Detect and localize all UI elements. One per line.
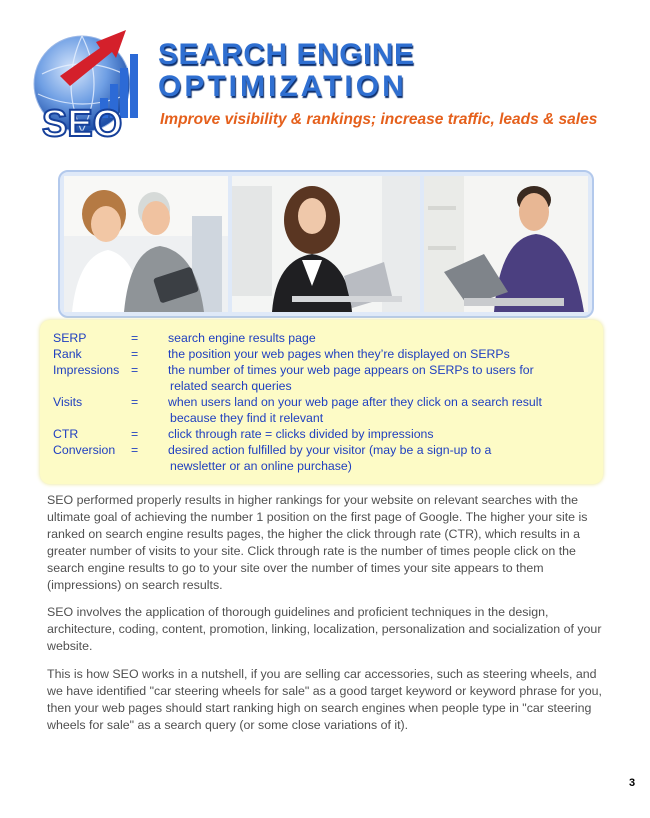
glossary-box [40,320,603,484]
seo-logo [30,14,148,154]
glossary-equals: = [131,427,139,441]
woman-with-laptop-photo [232,176,420,312]
glossary-term: CTR [53,427,79,441]
tagline: Improve visibility & rankings; increase traffic, leads & sales [160,111,598,128]
glossary-definition: click through rate = clicks divided by impressions [168,427,434,441]
photo-strip [58,170,594,318]
page-title-line1: SEARCH ENGINE [158,38,415,71]
glossary-equals: = [131,331,139,345]
page-title-line2: OPTIMIZATION [158,70,407,103]
glossary-term: Rank [53,347,82,361]
glossary-definition: desired action fulfilled by your visitor (may be a sign-up to a [168,443,492,457]
man-with-laptop-photo [424,176,588,312]
glossary-definition-cont: related search queries [170,379,292,393]
glossary-term: Visits [53,395,83,409]
body-paragraph-2: SEO involves the application of thorough guidelines and proficient techniques in the design, architecture, coding, content, promotion, linking, localization, personalization and socialization of your website. [47,605,602,653]
glossary-equals: = [131,395,139,409]
glossary-term: Conversion [53,443,116,457]
body-paragraph-3: This is how SEO works in a nutshell, if you are selling car accessories, such as steering wheels, and we have identified "car steering wheels for sale" as a good target keyword or keyword phrase for you, then your web pages should start ranking high on search engines when people type in "car steering wheels for sale" as a search query (or some close variations of it). [47,667,602,732]
glossary-term: Impressions [53,363,120,377]
glossary-definition: the position your web pages when they’re displayed on SERPs [168,347,510,361]
couple-with-tablet-photo [64,176,228,312]
glossary-definition: search engine results page [168,331,316,345]
glossary-term: SERP [53,331,87,345]
glossary-definition-cont: newsletter or an online purchase) [170,459,352,473]
glossary-equals: = [131,363,139,377]
glossary-equals: = [131,347,139,361]
page-number: 3 [629,777,636,789]
glossary-definition-cont: because they find it relevant [170,411,324,425]
glossary-definition: the number of times your web page appears on SERPs to users for [168,363,534,377]
glossary-definition: when users land on your web page after they click on a search result [168,395,542,409]
glossary-equals: = [131,443,139,457]
logo-text: SEO [42,103,123,145]
body-paragraph-1: SEO performed properly results in higher rankings for your website on relevant searches with the ultimate goal of achieving the number 1 position on the first page of Google. The higher your site is ranked on search engine results pages, the higher the click through rate (CTR), which results in a greater number of visits to your site. Click through rate is the number of times people click on the search engine results to go to your site over the number of times your site appears to them (impressions) on search results. [47,493,588,592]
